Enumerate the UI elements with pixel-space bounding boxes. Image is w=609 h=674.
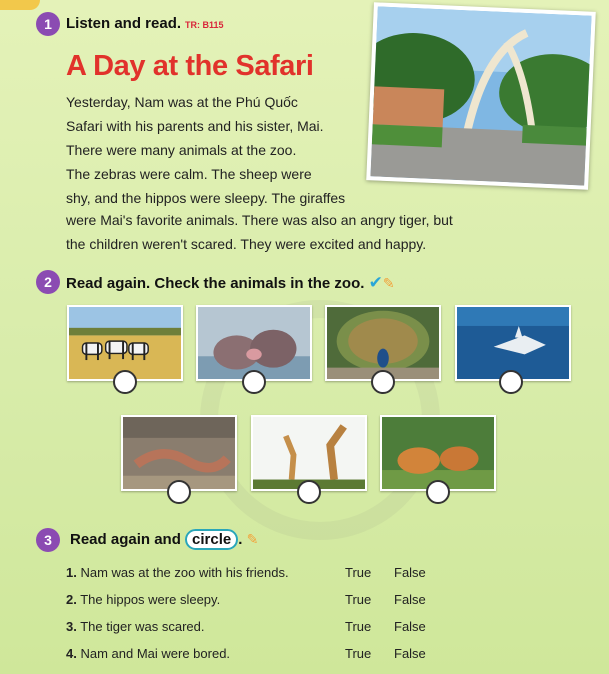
false-option[interactable]: False: [394, 565, 426, 580]
check-circle-giraffes[interactable]: [297, 480, 321, 504]
circle-word: circle: [185, 529, 238, 550]
question-row: [66, 592, 446, 610]
corner-tab: [0, 0, 40, 10]
checkmark-icon: ✔: [368, 273, 383, 292]
question-row: [66, 565, 446, 583]
question-text: 4. Nam and Mai were bored.: [66, 646, 231, 661]
section-3-heading-end: .: [238, 531, 243, 548]
question-text: 1. Nam was at the zoo with his friends.: [66, 565, 289, 580]
check-circle-shark[interactable]: [499, 370, 523, 394]
section-3-heading-text: Read again and: [70, 531, 181, 548]
true-option[interactable]: True: [345, 592, 372, 607]
check-circle-snake[interactable]: [167, 480, 191, 504]
section-1-heading-text: Listen and read.: [66, 15, 182, 32]
true-option[interactable]: True: [345, 646, 372, 661]
section-3-heading: [70, 531, 258, 548]
question-row: [66, 646, 446, 664]
false-option[interactable]: False: [394, 646, 426, 661]
question-text: 3. The tiger was scared.: [66, 619, 205, 634]
check-circle-hippos[interactable]: [242, 370, 266, 394]
safari-photo: [366, 2, 596, 190]
section-1-heading: [66, 15, 224, 32]
story-line: Safari with his parents and his sister, Mai.: [66, 118, 324, 134]
track-label: TR: B115: [185, 20, 224, 30]
check-circle-zebras[interactable]: [113, 370, 137, 394]
question-text: 2. The hippos were sleepy.: [66, 592, 221, 607]
story-line: were Mai's favorite animals. There was also an angry tiger, but: [66, 212, 453, 228]
section-2-heading-text: Read again. Check the animals in the zoo.: [66, 275, 365, 292]
true-option[interactable]: True: [345, 565, 372, 580]
pencil-icon: ✎: [382, 275, 395, 291]
section-3-number: 3: [36, 528, 60, 552]
true-option[interactable]: True: [345, 619, 372, 634]
check-circle-tigers[interactable]: [426, 480, 450, 504]
story-title: A Day at the Safari: [66, 50, 314, 82]
story-line: the children weren't scared. They were excited and happy.: [66, 236, 427, 252]
story-line: shy, and the hippos were sleepy. The giraffes: [66, 190, 346, 206]
false-option[interactable]: False: [394, 592, 426, 607]
section-2-heading: [66, 273, 395, 293]
section-2-number: 2: [36, 270, 60, 294]
story-line: The zebras were calm. The sheep were: [66, 166, 312, 182]
false-option[interactable]: False: [394, 619, 426, 634]
story-line: Yesterday, Nam was at the Phú Quốc: [66, 94, 298, 110]
check-circle-peacock[interactable]: [371, 370, 395, 394]
section-1-number: 1: [36, 12, 60, 36]
story-line: There were many animals at the zoo.: [66, 142, 297, 158]
pencil-icon: ✎: [246, 531, 259, 547]
question-row: [66, 619, 446, 637]
